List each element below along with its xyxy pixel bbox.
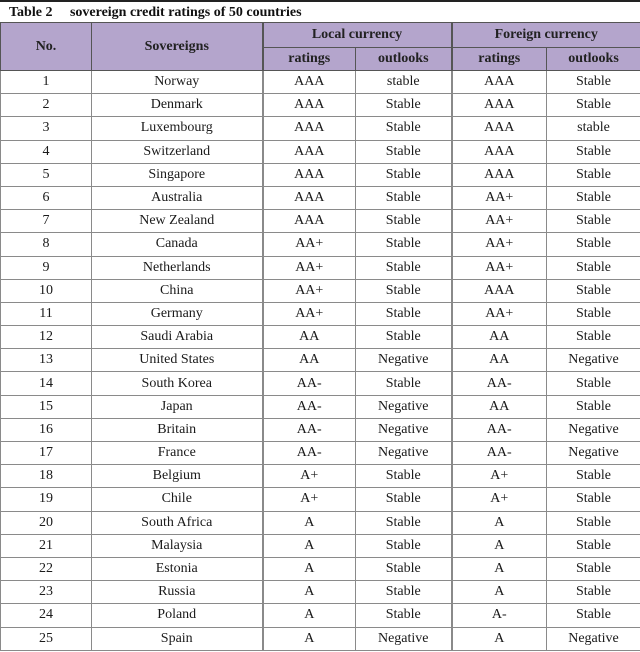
cell-local-rating: AA+ (263, 233, 356, 256)
cell-foreign-outlook: Negative (547, 627, 640, 650)
cell-local-outlook: Stable (356, 534, 452, 557)
cell-no: 24 (1, 604, 92, 627)
cell-sovereign: Belgium (92, 465, 263, 488)
cell-foreign-rating: AA (452, 326, 547, 349)
cell-no: 17 (1, 442, 92, 465)
cell-foreign-outlook: Stable (547, 511, 640, 534)
cell-local-rating: AA+ (263, 302, 356, 325)
cell-local-outlook: Stable (356, 163, 452, 186)
table-row (1, 279, 640, 302)
table-row (1, 186, 640, 209)
table-row (1, 163, 640, 186)
table-row (1, 94, 640, 117)
cell-no: 25 (1, 627, 92, 650)
cell-foreign-rating: A+ (452, 488, 547, 511)
cell-sovereign: Malaysia (92, 534, 263, 557)
cell-foreign-outlook: Stable (547, 395, 640, 418)
cell-sovereign: Singapore (92, 163, 263, 186)
header-foreign-ratings: ratings (452, 48, 547, 71)
cell-foreign-outlook: Stable (547, 186, 640, 209)
cell-foreign-outlook: Stable (547, 604, 640, 627)
cell-local-rating: AAA (263, 94, 356, 117)
cell-local-rating: AAA (263, 71, 356, 94)
table-row (1, 418, 640, 441)
cell-no: 23 (1, 581, 92, 604)
cell-local-outlook: Stable (356, 140, 452, 163)
table-row (1, 488, 640, 511)
cell-foreign-outlook: Stable (547, 279, 640, 302)
cell-foreign-rating: AA+ (452, 186, 547, 209)
cell-foreign-rating: AAA (452, 140, 547, 163)
cell-foreign-rating: AAA (452, 71, 547, 94)
cell-sovereign: Switzerland (92, 140, 263, 163)
cell-local-outlook: Stable (356, 511, 452, 534)
cell-sovereign: South Africa (92, 511, 263, 534)
cell-no: 5 (1, 163, 92, 186)
header-local-outlooks: outlooks (356, 48, 452, 71)
cell-sovereign: New Zealand (92, 210, 263, 233)
cell-local-rating: AA- (263, 395, 356, 418)
table-row (1, 71, 640, 94)
cell-local-outlook: Stable (356, 186, 452, 209)
cell-foreign-outlook: Stable (547, 581, 640, 604)
cell-local-rating: AAA (263, 117, 356, 140)
cell-local-outlook: Negative (356, 349, 452, 372)
cell-local-rating: A (263, 534, 356, 557)
table-caption (0, 0, 640, 22)
cell-no: 3 (1, 117, 92, 140)
cell-foreign-rating: AA+ (452, 302, 547, 325)
cell-foreign-rating: AA (452, 395, 547, 418)
cell-sovereign: Germany (92, 302, 263, 325)
cell-local-outlook: Negative (356, 418, 452, 441)
cell-sovereign: United States (92, 349, 263, 372)
cell-foreign-rating: AAA (452, 117, 547, 140)
cell-sovereign: Denmark (92, 94, 263, 117)
cell-local-outlook: Negative (356, 395, 452, 418)
cell-foreign-rating: AAA (452, 163, 547, 186)
cell-local-rating: A+ (263, 488, 356, 511)
cell-foreign-rating: A- (452, 604, 547, 627)
cell-local-outlook: Stable (356, 302, 452, 325)
cell-local-rating: AA- (263, 442, 356, 465)
cell-foreign-outlook: Stable (547, 302, 640, 325)
table-row (1, 604, 640, 627)
cell-foreign-rating: A (452, 627, 547, 650)
table-body (1, 71, 640, 651)
cell-foreign-rating: AA- (452, 418, 547, 441)
cell-local-outlook: Stable (356, 488, 452, 511)
table-caption-title: sovereign credit ratings of 50 countries (69, 5, 302, 20)
cell-local-outlook: Negative (356, 442, 452, 465)
header-sovereigns: Sovereigns (92, 23, 263, 71)
table-row (1, 140, 640, 163)
cell-local-outlook: Stable (356, 604, 452, 627)
cell-local-outlook: Stable (356, 233, 452, 256)
table-row (1, 442, 640, 465)
cell-no: 13 (1, 349, 92, 372)
cell-local-rating: A (263, 627, 356, 650)
cell-local-outlook: Stable (356, 372, 452, 395)
cell-foreign-outlook: Stable (547, 210, 640, 233)
cell-no: 11 (1, 302, 92, 325)
cell-no: 2 (1, 94, 92, 117)
cell-local-rating: AA- (263, 372, 356, 395)
cell-foreign-outlook: Stable (547, 71, 640, 94)
cell-local-rating: AA- (263, 418, 356, 441)
cell-foreign-rating: AA+ (452, 210, 547, 233)
cell-foreign-rating: A (452, 511, 547, 534)
cell-sovereign: Norway (92, 71, 263, 94)
sovereign-ratings-table (0, 22, 640, 651)
cell-local-outlook: Stable (356, 465, 452, 488)
cell-local-outlook: Stable (356, 557, 452, 580)
cell-local-outlook: Stable (356, 210, 452, 233)
cell-foreign-outlook: Stable (547, 534, 640, 557)
cell-no: 7 (1, 210, 92, 233)
cell-local-outlook: Stable (356, 326, 452, 349)
table-row (1, 465, 640, 488)
cell-no: 10 (1, 279, 92, 302)
table-row (1, 395, 640, 418)
cell-local-rating: A (263, 604, 356, 627)
cell-local-rating: AAA (263, 140, 356, 163)
cell-local-outlook: Negative (356, 627, 452, 650)
cell-foreign-outlook: Stable (547, 465, 640, 488)
header-local-currency: Local currency (263, 23, 452, 48)
header-no: No. (1, 23, 92, 71)
cell-local-rating: AAA (263, 163, 356, 186)
table-row (1, 326, 640, 349)
cell-local-outlook: Stable (356, 256, 452, 279)
cell-no: 21 (1, 534, 92, 557)
cell-local-rating: AA+ (263, 279, 356, 302)
cell-no: 16 (1, 418, 92, 441)
cell-no: 22 (1, 557, 92, 580)
cell-sovereign: Saudi Arabia (92, 326, 263, 349)
cell-foreign-outlook: Stable (547, 140, 640, 163)
cell-no: 19 (1, 488, 92, 511)
cell-foreign-outlook: Stable (547, 256, 640, 279)
cell-foreign-rating: A+ (452, 465, 547, 488)
cell-no: 9 (1, 256, 92, 279)
cell-sovereign: Canada (92, 233, 263, 256)
cell-local-rating: AAA (263, 186, 356, 209)
cell-foreign-outlook: Negative (547, 349, 640, 372)
cell-sovereign: Japan (92, 395, 263, 418)
table-row (1, 210, 640, 233)
cell-sovereign: Poland (92, 604, 263, 627)
cell-foreign-outlook: Stable (547, 488, 640, 511)
cell-sovereign: Luxembourg (92, 117, 263, 140)
cell-sovereign: China (92, 279, 263, 302)
cell-local-outlook: Stable (356, 117, 452, 140)
table-row (1, 581, 640, 604)
cell-sovereign: Netherlands (92, 256, 263, 279)
header-local-ratings: ratings (263, 48, 356, 71)
cell-no: 1 (1, 71, 92, 94)
cell-foreign-outlook: Stable (547, 94, 640, 117)
cell-no: 6 (1, 186, 92, 209)
cell-local-outlook: Stable (356, 279, 452, 302)
cell-foreign-outlook: Negative (547, 418, 640, 441)
cell-local-rating: A (263, 511, 356, 534)
cell-local-rating: A (263, 557, 356, 580)
cell-sovereign: Spain (92, 627, 263, 650)
cell-sovereign: Estonia (92, 557, 263, 580)
header-foreign-outlooks: outlooks (547, 48, 640, 71)
cell-foreign-outlook: Negative (547, 442, 640, 465)
cell-foreign-outlook: Stable (547, 557, 640, 580)
cell-local-rating: AA+ (263, 256, 356, 279)
cell-foreign-rating: AA- (452, 372, 547, 395)
table-row (1, 627, 640, 650)
cell-foreign-rating: AA+ (452, 256, 547, 279)
table-row (1, 534, 640, 557)
cell-foreign-rating: A (452, 581, 547, 604)
cell-sovereign: Chile (92, 488, 263, 511)
cell-foreign-outlook: Stable (547, 372, 640, 395)
cell-local-outlook: stable (356, 71, 452, 94)
cell-local-rating: AA (263, 326, 356, 349)
cell-sovereign: France (92, 442, 263, 465)
cell-foreign-rating: AA+ (452, 233, 547, 256)
cell-local-rating: A (263, 581, 356, 604)
cell-no: 4 (1, 140, 92, 163)
cell-no: 15 (1, 395, 92, 418)
cell-no: 8 (1, 233, 92, 256)
table-row (1, 256, 640, 279)
cell-foreign-rating: A (452, 534, 547, 557)
cell-foreign-outlook: Stable (547, 233, 640, 256)
cell-foreign-rating: AA- (452, 442, 547, 465)
cell-no: 12 (1, 326, 92, 349)
cell-no: 14 (1, 372, 92, 395)
cell-sovereign: Russia (92, 581, 263, 604)
table-row (1, 349, 640, 372)
cell-foreign-outlook: Stable (547, 163, 640, 186)
table-row (1, 372, 640, 395)
header-foreign-currency: Foreign currency (452, 23, 640, 48)
cell-local-rating: A+ (263, 465, 356, 488)
table-row (1, 302, 640, 325)
cell-foreign-rating: AA (452, 349, 547, 372)
cell-sovereign: Australia (92, 186, 263, 209)
cell-local-outlook: Stable (356, 581, 452, 604)
cell-foreign-rating: AAA (452, 94, 547, 117)
table-row (1, 233, 640, 256)
cell-foreign-rating: AAA (452, 279, 547, 302)
cell-local-rating: AA (263, 349, 356, 372)
table-row (1, 557, 640, 580)
cell-sovereign: Britain (92, 418, 263, 441)
table-row (1, 117, 640, 140)
cell-foreign-rating: A (452, 557, 547, 580)
cell-sovereign: South Korea (92, 372, 263, 395)
cell-no: 20 (1, 511, 92, 534)
cell-foreign-outlook: Stable (547, 326, 640, 349)
table-row (1, 511, 640, 534)
table-header (1, 23, 640, 71)
cell-local-rating: AAA (263, 210, 356, 233)
table-caption-label: Table 2 (9, 5, 53, 20)
cell-no: 18 (1, 465, 92, 488)
cell-foreign-outlook: stable (547, 117, 640, 140)
cell-local-outlook: Stable (356, 94, 452, 117)
